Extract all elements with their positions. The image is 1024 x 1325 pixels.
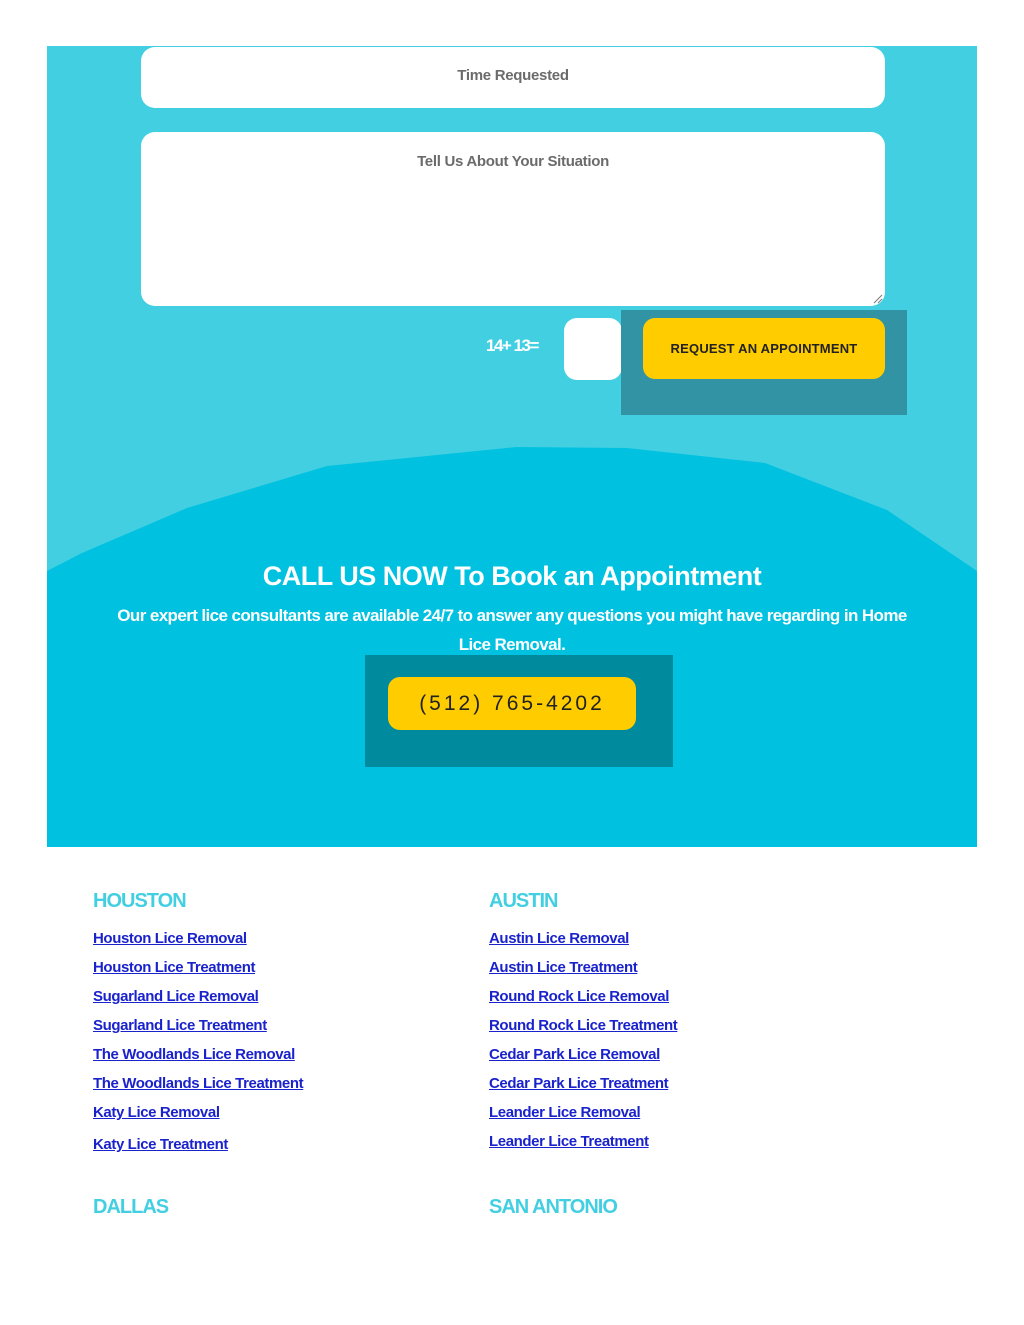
list-item [93, 1075, 303, 1104]
sugarland-lice-removal-link[interactable]: Sugarland Lice Removal [93, 988, 259, 1005]
request-appointment-button[interactable]: REQUEST AN APPOINTMENT [643, 318, 885, 379]
cta-title: CALL US NOW To Book an Appointment [262, 561, 762, 591]
leander-lice-removal-link[interactable]: Leander Lice Removal [489, 1104, 641, 1121]
list-item [489, 1075, 677, 1104]
list-item [93, 1017, 303, 1046]
captcha-answer-input[interactable] [564, 318, 622, 380]
resize-handle-icon[interactable] [873, 294, 883, 304]
list-item [93, 959, 303, 988]
houston-lice-removal-link[interactable]: Houston Lice Removal [93, 930, 247, 947]
cedar-park-lice-removal-link[interactable]: Cedar Park Lice Removal [489, 1046, 660, 1063]
list-item [93, 930, 303, 959]
houston-links [93, 930, 303, 1165]
list-item [489, 1017, 677, 1046]
houston-heading: HOUSTON [93, 890, 186, 912]
woodlands-lice-removal-link[interactable]: The Woodlands Lice Removal [93, 1046, 295, 1063]
round-rock-lice-removal-link[interactable]: Round Rock Lice Removal [489, 988, 670, 1005]
list-item [489, 988, 677, 1017]
appointment-section [47, 46, 977, 847]
list-item [489, 1046, 677, 1075]
captcha-question: 14+ 13= [486, 336, 538, 355]
round-rock-lice-treatment-link[interactable]: Round Rock Lice Treatment [489, 1017, 678, 1034]
leander-lice-treatment-link[interactable]: Leander Lice Treatment [489, 1133, 649, 1150]
cta-description: Our expert lice consultants are available 24/7 to answer any questions you might have regarding in Home Lice Removal. [117, 606, 907, 654]
list-item [93, 1046, 303, 1075]
cedar-park-lice-treatment-link[interactable]: Cedar Park Lice Treatment [489, 1075, 669, 1092]
time-requested-placeholder: Time Requested [457, 67, 569, 84]
austin-links [489, 930, 677, 1162]
list-item [489, 930, 677, 959]
list-item [489, 1104, 677, 1133]
sugarland-lice-treatment-link[interactable]: Sugarland Lice Treatment [93, 1017, 267, 1034]
list-item [93, 1104, 303, 1133]
list-item [93, 1133, 303, 1165]
phone-call-button[interactable]: (512) 765-4202 [388, 677, 636, 730]
list-item [489, 1133, 677, 1162]
situation-placeholder: Tell Us About Your Situation [417, 153, 609, 170]
list-item [489, 959, 677, 988]
austin-lice-treatment-link[interactable]: Austin Lice Treatment [489, 959, 638, 976]
austin-lice-removal-link[interactable]: Austin Lice Removal [489, 930, 629, 947]
katy-lice-treatment-link[interactable]: Katy Lice Treatment [93, 1136, 228, 1153]
time-requested-field[interactable] [141, 47, 885, 108]
houston-lice-treatment-link[interactable]: Houston Lice Treatment [93, 959, 256, 976]
situation-textarea[interactable] [141, 132, 885, 306]
austin-heading: AUSTIN [489, 890, 558, 912]
woodlands-lice-treatment-link[interactable]: The Woodlands Lice Treatment [93, 1075, 304, 1092]
katy-lice-removal-link[interactable]: Katy Lice Removal [93, 1104, 220, 1121]
san-antonio-heading: SAN ANTONIO [489, 1196, 617, 1218]
list-item [93, 988, 303, 1017]
dallas-heading: DALLAS [93, 1196, 169, 1218]
